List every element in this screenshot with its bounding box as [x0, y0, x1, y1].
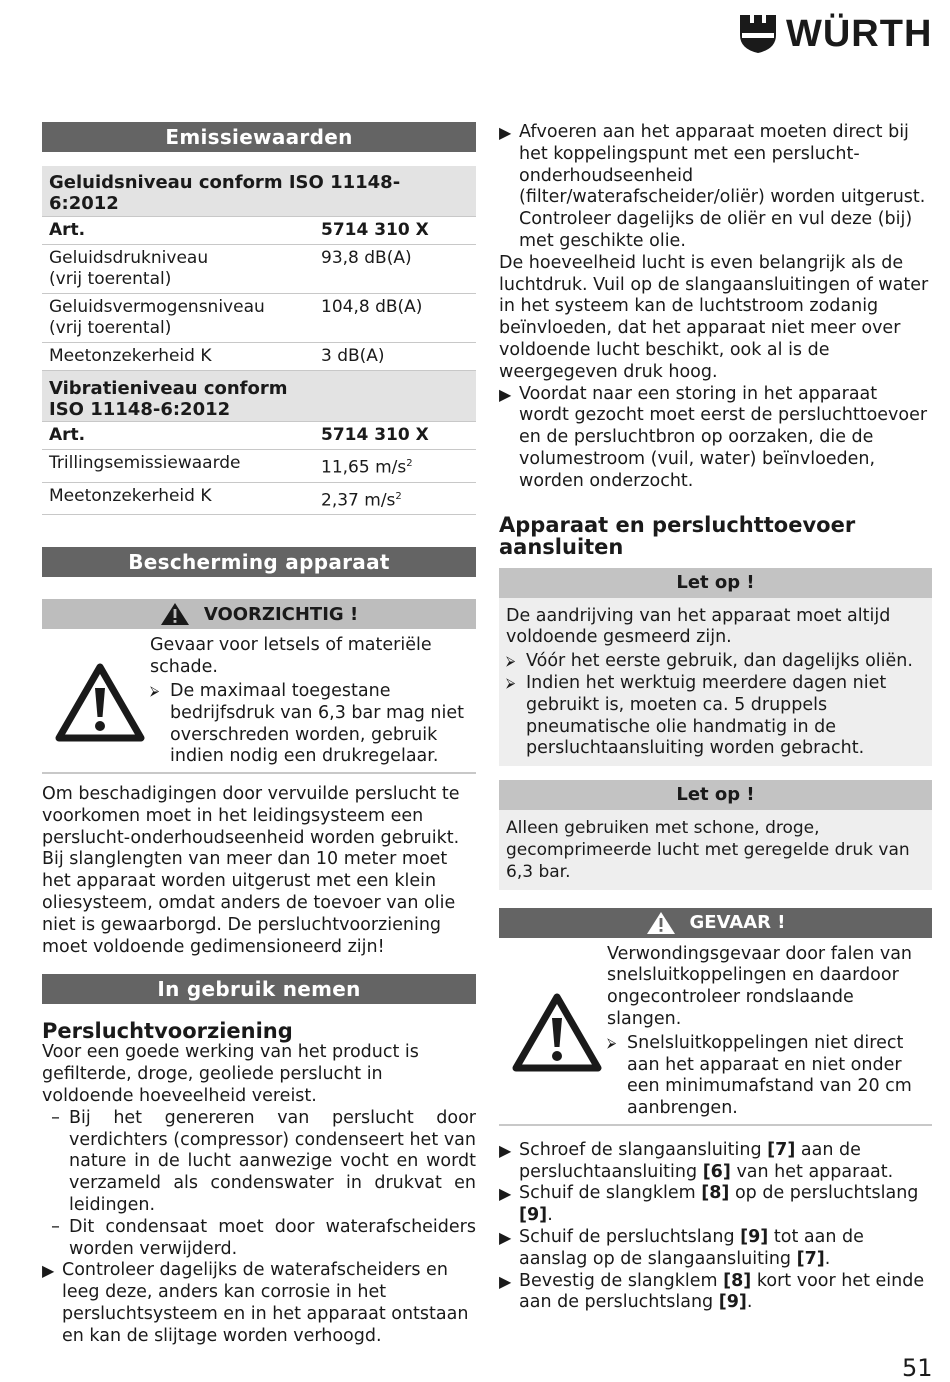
notice-text: Alleen gebruiken met schone, droge, gecomprimeerde lucht met geregelde druk van 6,3 bar.: [506, 818, 910, 882]
warning-triangle-icon: [512, 992, 602, 1072]
perslucht-heading: Persluchtvoorziening: [42, 1019, 293, 1044]
noise-group-title: Geluidsniveau conform ISO 11148-6:2012: [42, 166, 476, 217]
notice-bullet: Vóór het eerste gebruik, dan dagelijks oliën.: [526, 651, 913, 672]
step-text: van het apparaat.: [730, 1161, 894, 1182]
step-ref: [9]: [718, 1292, 747, 1313]
notice-title: Let op !: [499, 568, 932, 598]
art-value: 5714 310 X: [314, 217, 476, 245]
danger-bullet: Snelsluitkoppelingen niet direct aan het apparaat en niet onder een minimumafstand van 20 cm aanbrengen.: [627, 1032, 912, 1119]
triangle-bullet-icon: ▶: [499, 1140, 512, 1160]
step-text: .: [746, 1292, 753, 1313]
row-value: 11,65 m/s: [321, 457, 407, 478]
list-item: [499, 1140, 932, 1184]
triangle-bullet-icon: ▶: [499, 1228, 512, 1248]
table-row: [42, 482, 476, 515]
list-item: [150, 681, 468, 768]
list-item: [499, 1227, 932, 1271]
row-sublabel: (vrij toerental): [49, 269, 172, 289]
list-item: [42, 1108, 476, 1217]
danger-body: [499, 938, 932, 1126]
step-text: kort voor het einde aan de persluchtslang: [519, 1270, 925, 1313]
warning-triangle-icon: [55, 662, 145, 742]
step-text: .: [547, 1205, 553, 1226]
step-ref: [6]: [702, 1161, 731, 1182]
table-row: [42, 343, 476, 371]
triangle-bullet-icon: ▶: [499, 1271, 512, 1291]
triangle-bullet-icon: ▶: [499, 123, 512, 142]
table-row: [42, 450, 476, 483]
danger-title: GEVAAR !: [689, 912, 786, 934]
notice-text: De aandrijving van het apparaat moet altijd voldoende gesmeerd zijn.: [506, 605, 891, 648]
step-ref: [8]: [701, 1183, 730, 1204]
step-ref: [8]: [723, 1270, 752, 1291]
list-item: [499, 1183, 932, 1227]
caution-box: [42, 599, 476, 774]
dash-icon: –: [51, 1216, 60, 1237]
step-ref: [9]: [740, 1227, 769, 1248]
caution-bullet: De maximaal toegestane bedrijfsdruk van 6,3 bar mag niet overschreden worden, gebruik indien nodig een drukregelaar.: [170, 680, 465, 767]
vib-group-subtitle: ISO 11148-6:2012: [49, 399, 231, 420]
step-text: Schuif de slangklem: [519, 1183, 702, 1204]
section-title-ingebruik: In gebruik nemen: [42, 974, 476, 1004]
emission-table: [42, 166, 476, 515]
step-ref: [7]: [767, 1139, 796, 1160]
arrow-text: Voordat naar een storing in het apparaat wordt gezocht moet eerst de persluchttoevoer en de persluchtbron op oorzaken, die de volumestroom (vuil, water) beïnvloeden, worden onderzocht.: [519, 383, 928, 491]
chevron-right-icon: ⮚: [506, 675, 516, 691]
chevron-right-icon: ⮚: [150, 683, 160, 699]
list-item: [506, 673, 925, 760]
table-row: [42, 294, 476, 343]
row-value-sup: 2: [395, 490, 402, 502]
triangle-bullet-icon: ▶: [499, 1184, 512, 1204]
step-text: tot aan de aanslag op de slangaansluiting: [519, 1227, 864, 1269]
chevron-right-icon: ⮚: [506, 654, 516, 670]
art-label: Art.: [42, 217, 314, 245]
section-title-emissiewaarden: Emissiewaarden: [42, 122, 476, 152]
danger-text: Verwondingsgevaar door falen van snelsluitkoppelingen en daardoor ongecontroleer rondslaande slangen.: [607, 943, 913, 1029]
dash-text: Dit condensaat moet door waterafscheiders worden verwijderd.: [69, 1216, 476, 1259]
caution-header: [42, 599, 476, 629]
wurth-logo: [738, 12, 932, 56]
row-value: 104,8 dB(A): [314, 294, 476, 343]
art-label: Art.: [42, 422, 314, 450]
warning-icon: [160, 602, 190, 626]
row-label: Meetonzekerheid K: [42, 343, 314, 371]
row-label: Geluidsdrukniveau: [49, 248, 209, 268]
step-text: .: [824, 1248, 831, 1269]
list-item: [506, 651, 925, 673]
row-sublabel: (vrij toerental): [49, 318, 172, 338]
table-group-vibration: [42, 371, 476, 422]
page-number: 51: [902, 1354, 933, 1382]
row-value: 3 dB(A): [314, 343, 476, 371]
list-item: [499, 384, 932, 493]
table-group-noise: [42, 166, 476, 217]
om-paragraph: Om beschadigingen door vervuilde perslucht te voorkomen moet in het leidingsysteem een perslucht-onderhoudseenheid worden gebruikt. Bij slanglengten van meer dan 10 meter moet het apparaat worden uitgerust met een klein oliesysteem, omdat anders de toevoer van olie niet is gewaarborgd. De persluchtvoorziening moet voldoende gedimensioneerd zijn!: [42, 784, 460, 957]
steps-list: [499, 1140, 932, 1314]
step-ref: [9]: [519, 1205, 548, 1226]
list-item: [499, 122, 932, 253]
table-row: [42, 422, 476, 450]
notice-title: Let op !: [499, 780, 932, 810]
chevron-right-icon: ⮚: [607, 1035, 617, 1051]
triangle-bullet-icon: ▶: [499, 384, 512, 404]
list-item: [499, 1271, 932, 1315]
warning-icon: [646, 911, 676, 935]
table-row: [42, 245, 476, 294]
arrow-text: Controleer dagelijks de waterafscheiders en leeg deze, anders kan corrosie in het persluchtsysteem en in het apparaat ontstaan en kan de slijtage worden verhoogd.: [62, 1260, 469, 1346]
dash-text: Bij het genereren van perslucht door verdichters (compressor) condenseert het van nature in de lucht aanwezige vocht en wordt verzameld als condenswater in drukvat en leidingen.: [69, 1107, 476, 1216]
dash-icon: –: [51, 1107, 60, 1128]
step-text: Schuif de persluchtslang: [519, 1227, 741, 1248]
danger-header: [499, 908, 932, 938]
list-item: [607, 1033, 924, 1120]
list-item: [42, 1217, 476, 1261]
notice-box: [499, 568, 932, 767]
aansluiten-heading: Apparaat en persluchttoevoer aansluiten: [499, 512, 856, 559]
row-label: Meetonzekerheid K: [42, 482, 314, 515]
notice-box: [499, 780, 932, 889]
caution-text: Gevaar voor letsels of materiële schade.: [150, 635, 432, 678]
danger-box: [499, 908, 932, 1126]
step-ref: [7]: [796, 1248, 825, 1269]
row-label: Geluidsvermogensniveau: [49, 297, 265, 317]
row-value: 2,37 m/s: [321, 490, 396, 511]
step-text: op de persluchtslang: [729, 1183, 919, 1204]
caution-title: VOORZICHTIG !: [203, 603, 359, 625]
art-value: 5714 310 X: [314, 422, 476, 450]
step-text: Schroef de slangaansluiting: [519, 1139, 768, 1160]
arrow-text: Afvoeren aan het apparaat moeten direct bij het koppelingspunt met een perslucht-onderhoudseenheid (filter/waterafscheider/oliër) worden uitgerust. Controleer dagelijks de oliër en vul deze (bij) met geschikte olie.: [519, 122, 926, 251]
perslucht-intro: Voor een goede werking van het product is gefilterde, droge, geoliede perslucht in voldoende hoeveelheid vereist.: [42, 1042, 419, 1107]
row-label: Trillingsemissiewaarde: [42, 450, 314, 483]
right-column: [499, 122, 932, 1314]
wurth-emblem-icon: [738, 13, 778, 55]
notice-bullet: Indien het werktuig meerdere dagen niet gebruikt is, moeten ca. 5 druppels pneumatische olie handmatig in de persluchtaansluiting worden gebracht.: [526, 672, 887, 759]
step-text: Bevestig de slangklem: [519, 1270, 724, 1291]
list-item: [42, 1260, 476, 1347]
caution-body: [42, 629, 476, 774]
hoeveelheid-paragraph: De hoeveelheid lucht is even belangrijk als de luchtdruk. Vuil op de slangaansluitingen of water in het systeem kan de luchtstroom zodanig beïnvloeden, dat het apparaat niet meer over voldoende lucht beschikt, ook al is de weergegeven druk hoog.: [499, 252, 929, 382]
step-text: aan de persluchtaansluiting: [519, 1139, 861, 1182]
section-title-bescherming: Bescherming apparaat: [42, 547, 476, 577]
table-row: [42, 217, 476, 245]
row-value-sup: 2: [406, 458, 413, 469]
triangle-bullet-icon: ▶: [42, 1261, 55, 1281]
vib-group-title: Vibratieniveau conform: [49, 378, 288, 399]
row-value: 93,8 dB(A): [314, 245, 476, 294]
left-column: [42, 122, 476, 1348]
brand-name: WÜRTH: [786, 12, 933, 55]
